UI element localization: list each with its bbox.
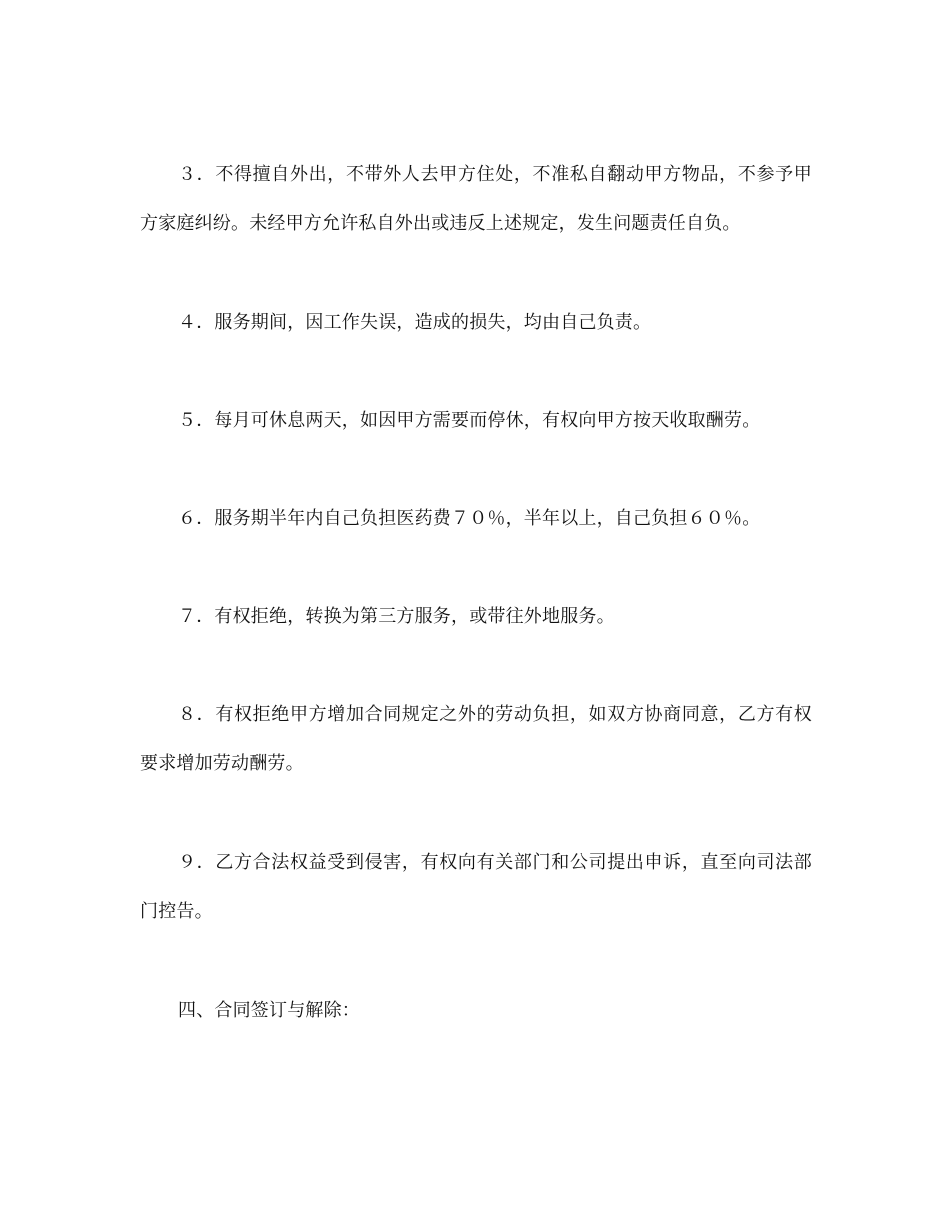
section-heading-4: 四、合同签订与解除： bbox=[178, 1000, 360, 1021]
clause-7: ７．有权拒绝，转换为第三方服务，或带往外地服务。 bbox=[178, 606, 615, 627]
clause-6: ６．服务期半年内自己负担医药费７０％，半年以上，自己负担６０％。 bbox=[178, 508, 761, 529]
clause-9: ９．乙方合法权益受到侵害，有权向有关部门和公司提出申诉，直至向司法部门控告。 bbox=[140, 852, 812, 922]
clause-4: ４．服务期间，因工作失误，造成的损失，均由自己负责。 bbox=[178, 312, 652, 333]
clause-3: ３．不得擅自外出，不带外人去甲方住处，不准私自翻动甲方物品，不参予甲方家庭纠纷。未经甲方允许私自外出或违反上述规定，发生问题责任自负。 bbox=[140, 164, 812, 234]
clause-5: ５．每月可休息两天，如因甲方需要而停休，有权向甲方按天收取酬劳。 bbox=[178, 410, 761, 431]
clause-8: ８．有权拒绝甲方增加合同规定之外的劳动负担，如双方协商同意，乙方有权要求增加劳动酬劳。 bbox=[140, 704, 812, 774]
